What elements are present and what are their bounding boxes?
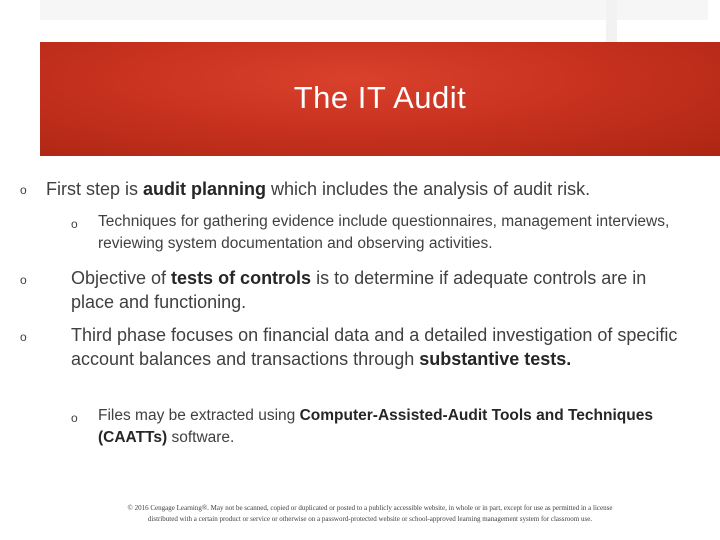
decorative-accent-strip — [606, 0, 617, 42]
sub-bullet-text-2: Files may be extracted using Computer-Assisted-Audit Tools and Techniques (CAATTs) software. — [98, 407, 653, 446]
bullet-text-2: Objective of tests of controls is to determine if adequate controls are in place and functioning. — [71, 268, 647, 312]
copyright-footer — [80, 503, 660, 525]
bullet-marker-icon: o — [20, 330, 27, 344]
copyright-line-2: distributed with a certain product or service or otherwise on a password-protected website or school-approved learning management system for classroom use. — [147, 515, 593, 523]
bullet-text-3: Third phase focuses on financial data and a detailed investigation of specific account balances and transactions through substantive tests. — [71, 325, 678, 369]
bullet-marker-icon: o — [71, 217, 78, 231]
bullet-text-1: First step is audit planning which includes the analysis of audit risk. — [46, 179, 591, 199]
sub-bullet-text-1: Techniques for gathering evidence include questionnaires, management interviews, reviewing system documentation and observing activities. — [98, 213, 670, 252]
bullet-marker-icon: o — [20, 183, 27, 197]
slide-title: The IT Audit — [293, 80, 467, 115]
title-band — [40, 42, 720, 156]
bullet-marker-icon: o — [71, 411, 78, 425]
copyright-line-1: © 2016 Cengage Learning®. May not be scanned, copied or duplicated or posted to a publicly accessible website, in whole or in part, except for use as permitted in a license — [127, 504, 613, 512]
bullet-marker-icon: o — [20, 273, 27, 287]
